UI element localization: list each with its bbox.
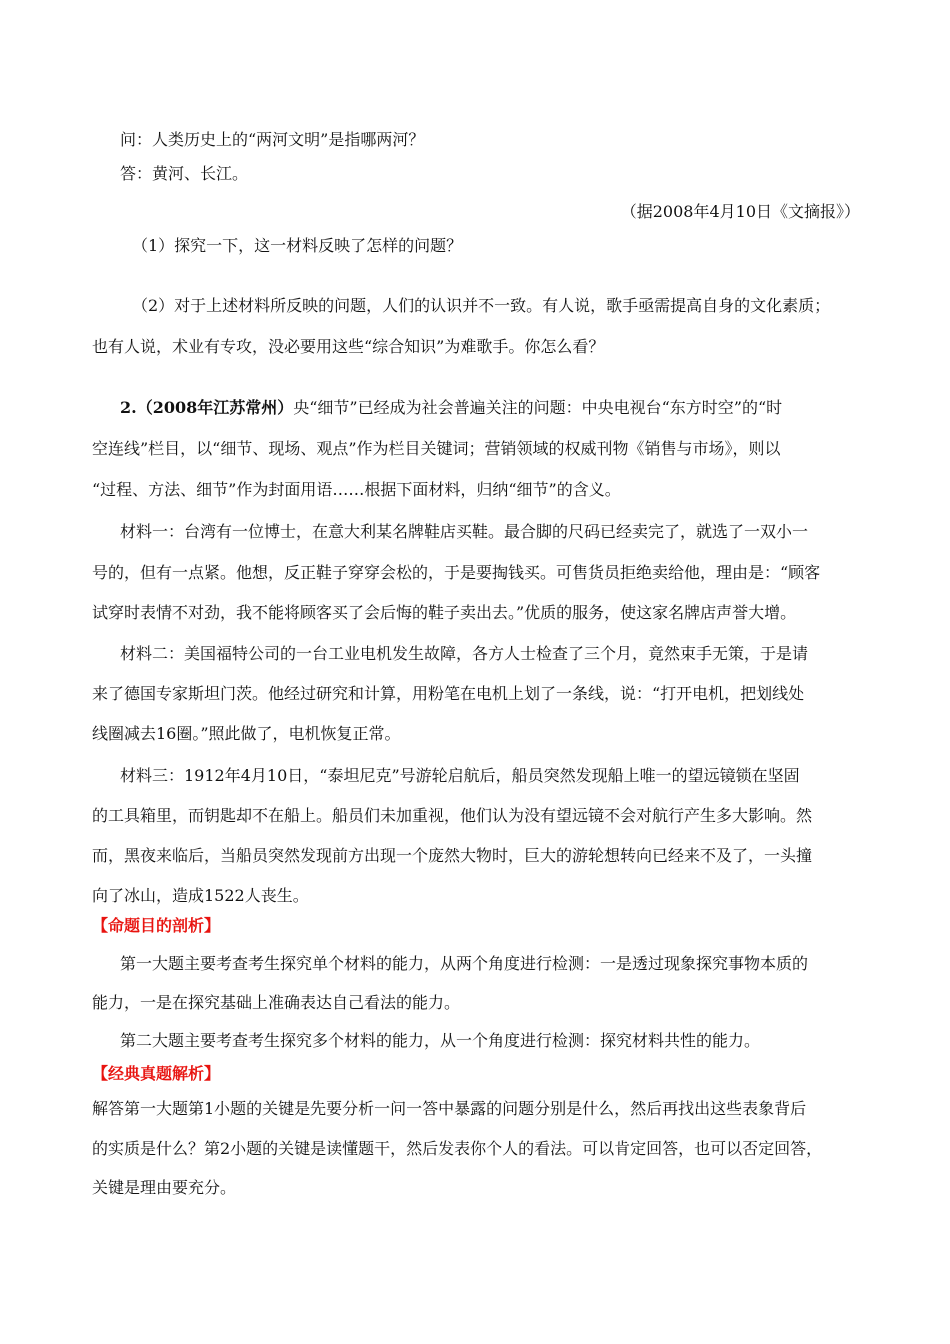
material-1-line-2: 号的，但有一点紧。他想，反正鞋子穿穿会松的，于是要掏钱买。可售货员拒绝卖给他，理由是：“顾客: [92, 563, 821, 582]
question-2-intro: 央“细节”已经成为社会普遍关注的问题：中央电视台“东方时空”的“时: [293, 398, 783, 417]
source-citation: （据2008年4月10日《文摘报》）: [620, 202, 860, 221]
section-heading-purpose: 【命题目的剖析】: [92, 916, 221, 935]
material-3-line-1: 材料三：1912年4月10日，“泰坦尼克”号游轮启航后，船员突然发现船上唯一的望远镜锁在坚固: [120, 766, 800, 785]
answer-line: 答：黄河、长江。: [120, 164, 249, 183]
material-2-line-2: 来了德国专家斯坦门茨。他经过研究和计算，用粉笔在电机上划了一条线，说：“打开电机，把划线处: [92, 684, 805, 703]
question-line: 问：人类历史上的“两河文明”是指哪两河？: [120, 130, 425, 149]
subquestion-2-line-2: 也有人说，术业有专攻，没必要用这些“综合知识”为难歌手。你怎么看？: [92, 337, 605, 356]
material-2-line-1: 材料二：美国福特公司的一台工业电机发生故障，各方人士检查了三个月，竟然束手无策，于是请: [120, 644, 809, 663]
material-3-line-4: 向了冰山，造成1522人丧生。: [92, 886, 309, 905]
material-1-line-3: 试穿时表情不对劲，我不能将顾客买了会后悔的鞋子卖出去。”优质的服务，使这家名牌店声誉大增。: [92, 603, 797, 622]
question-2-line-2: 空连线”栏目，以“细节、现场、观点”作为栏目关键词；营销领域的权威刊物《销售与市场》，则以: [92, 439, 781, 458]
analysis-line-1: 解答第一大题第1小题的关键是先要分析一问一答中暴露的问题分别是什么，然后再找出这些表象背后: [92, 1099, 807, 1118]
purpose-line-1: 第一大题主要考查考生探究单个材料的能力，从两个角度进行检测：一是透过现象探究事物本质的: [120, 954, 809, 973]
material-3-line-2: 的工具箱里，而钥匙却不在船上。船员们未加重视，他们认为没有望远镜不会对航行产生多大影响。然: [92, 806, 813, 825]
material-1-line-1: 材料一：台湾有一位博士，在意大利某名牌鞋店买鞋。最合脚的尺码已经卖完了，就选了一双小一: [120, 522, 809, 541]
subquestion-1: （1）探究一下，这一材料反映了怎样的问题？: [132, 236, 463, 255]
question-2-line-3: “过程、方法、细节”作为封面用语……根据下面材料，归纳“细节”的含义。: [92, 480, 621, 499]
analysis-line-2: 的实质是什么？第2小题的关键是读懂题干，然后发表你个人的看法。可以肯定回答，也可以否定回答，: [92, 1139, 823, 1158]
question-2-line-1: [120, 396, 862, 420]
purpose-line-2: 能力，一是在探究基础上准确表达自己看法的能力。: [92, 993, 461, 1012]
subquestion-2-line-1: （2）对于上述材料所反映的问题，人们的认识并不一致。有人说，歌手亟需提高自身的文化素质；: [132, 296, 831, 315]
section-heading-analysis: 【经典真题解析】: [92, 1064, 221, 1083]
material-3-line-3: 而，黑夜来临后，当船员突然发现前方出现一个庞然大物时，巨大的游轮想转向已经来不及了，一头撞: [92, 846, 813, 865]
question-2-number: 2.（2008年江苏常州）: [120, 398, 294, 417]
purpose-line-3: 第二大题主要考查考生探究多个材料的能力，从一个角度进行检测：探究材料共性的能力。: [120, 1031, 761, 1050]
material-2-line-3: 线圈减去16圈。”照此做了，电机恢复正常。: [92, 724, 401, 743]
analysis-line-3: 关键是理由要充分。: [92, 1178, 237, 1197]
